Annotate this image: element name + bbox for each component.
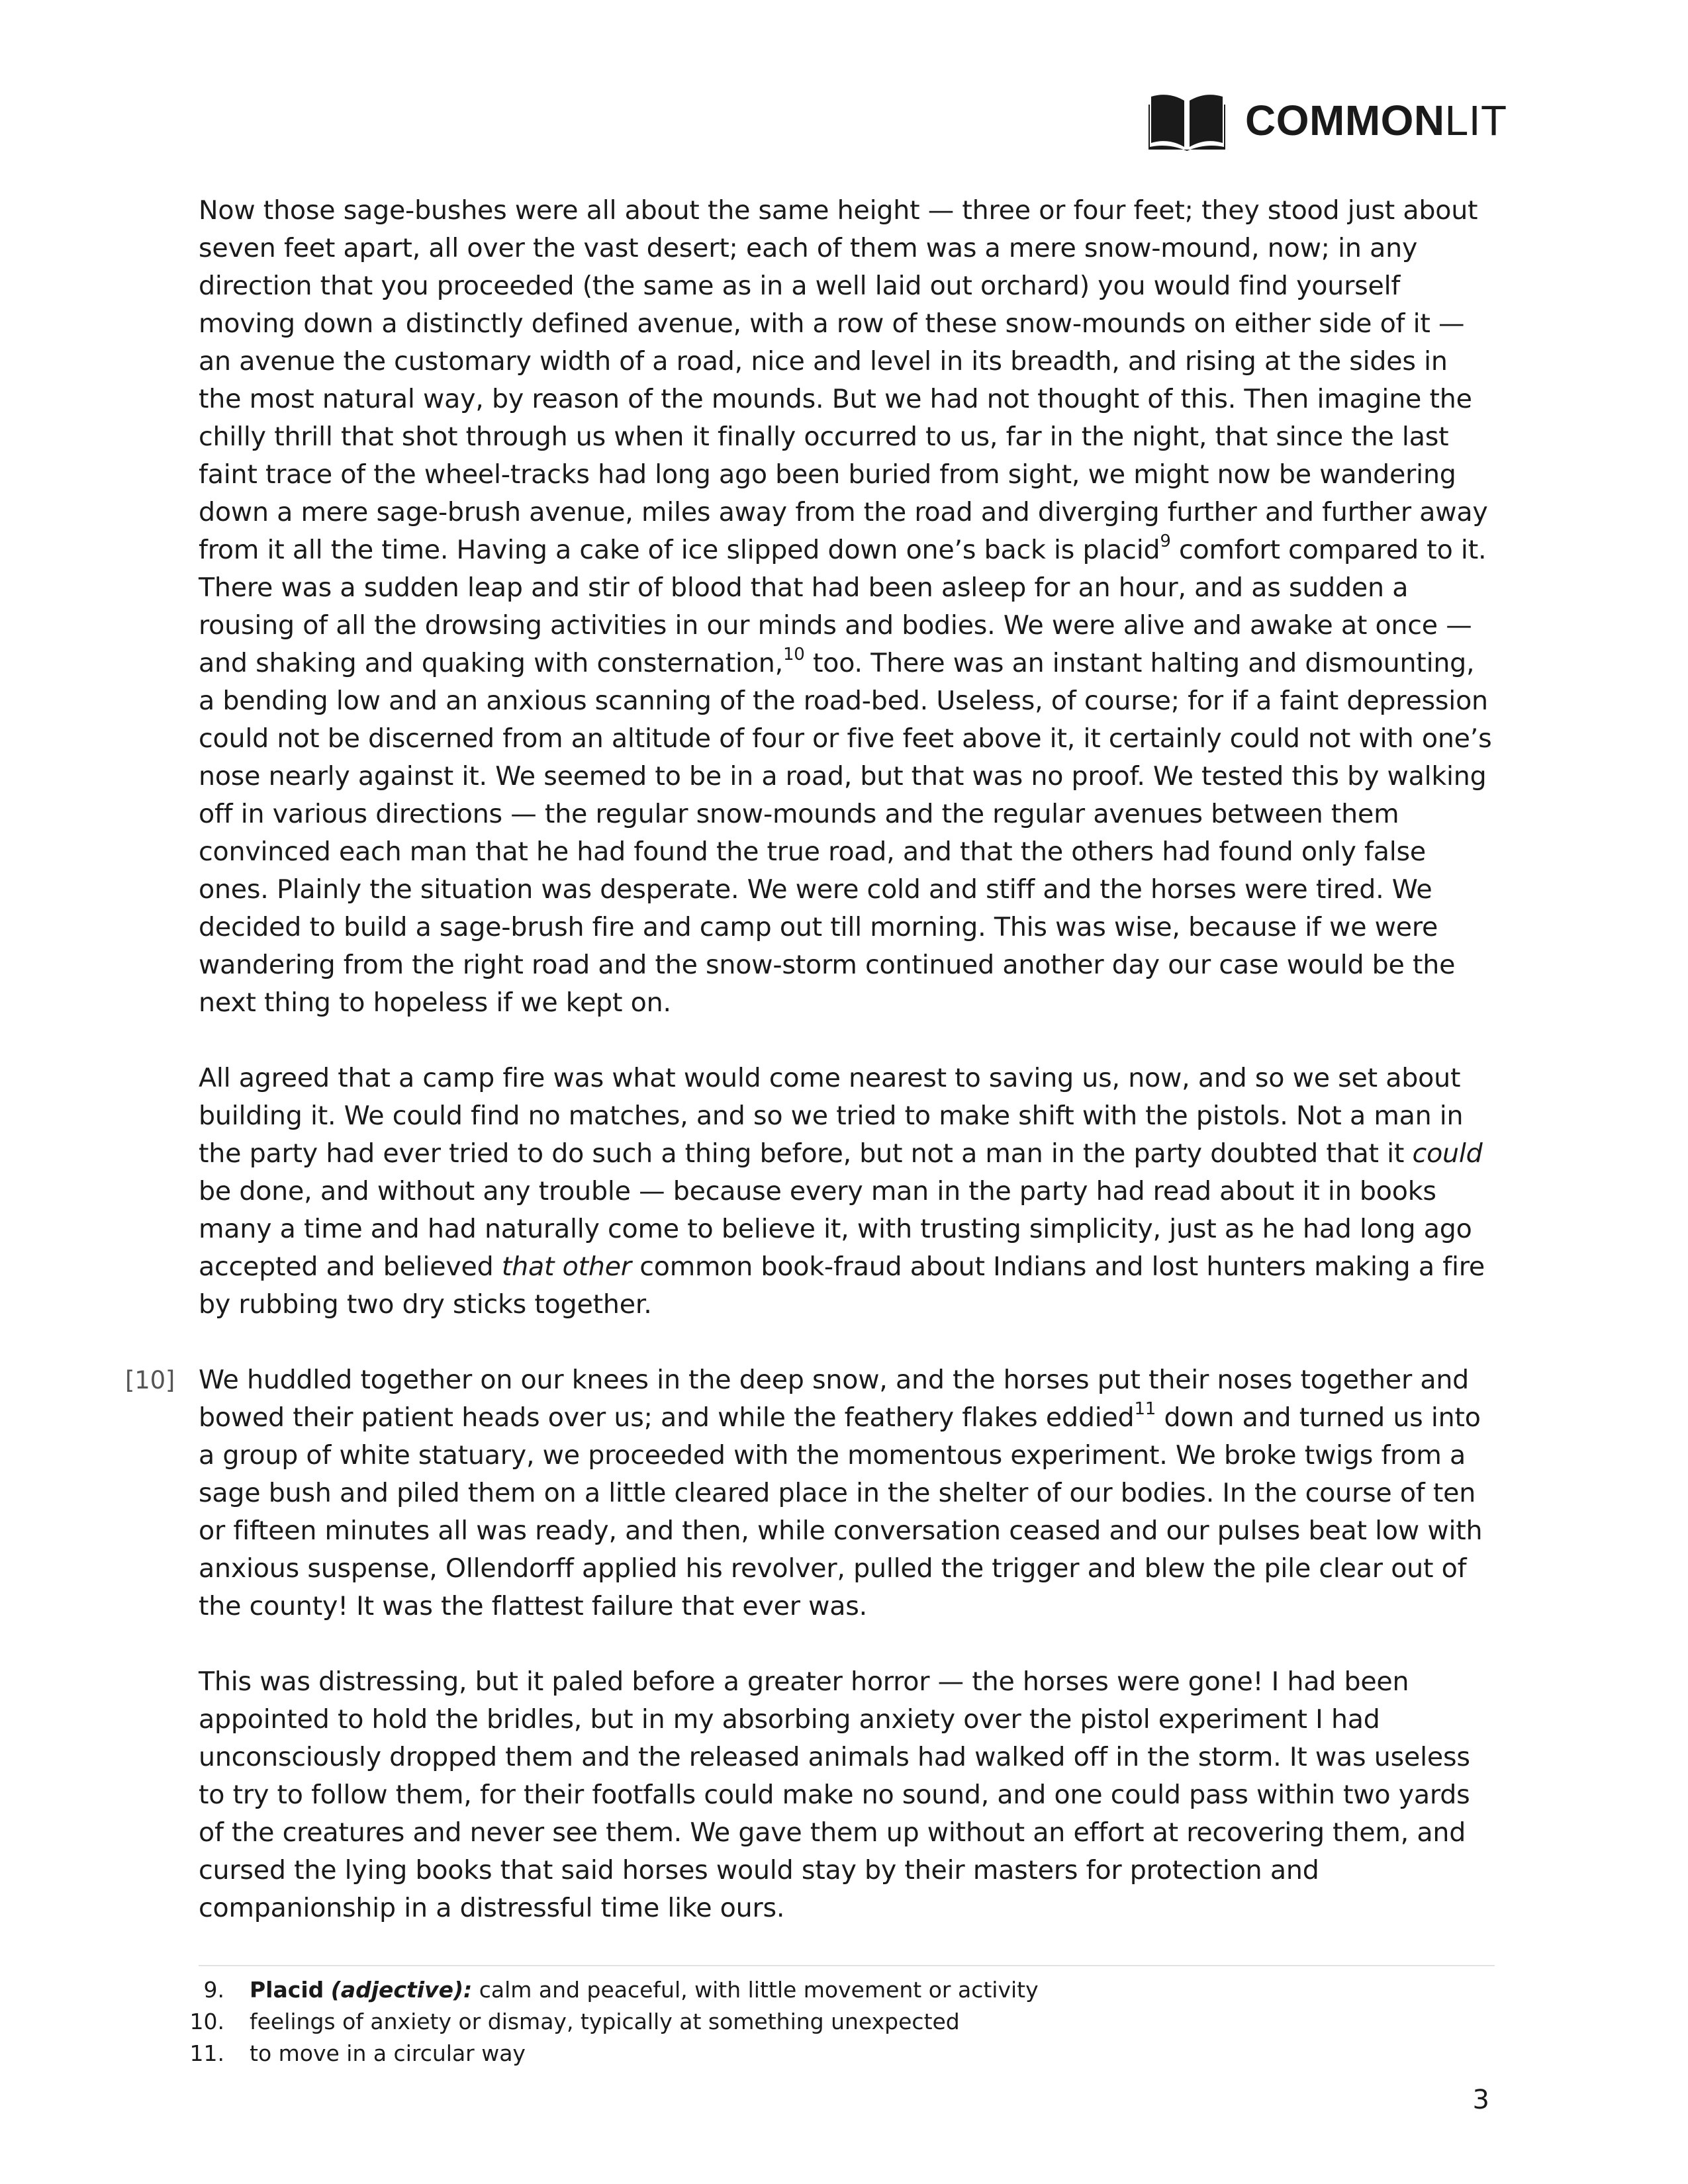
passage-paragraph — [199, 1663, 1496, 1927]
footnote-ref-9: 9 — [1160, 531, 1171, 551]
footnote-item — [179, 1974, 1496, 2006]
open-book-icon — [1149, 90, 1225, 151]
passage-paragraph — [199, 1060, 1496, 1324]
emphasis-text: that other — [501, 1251, 632, 1282]
paragraph-text: comfort compared to it. There was a sudden leap and stir of blood that had been asleep for an hour, and as sudden a rousing of all the drowsing activities in our minds and bodies. We were alive and awake at once — and shaking and quaking with consternation, — [199, 535, 1487, 678]
footnote-ref-11: 11 — [1134, 1398, 1156, 1419]
passage-body — [125, 192, 1496, 1965]
paragraph-text: This was distressing, but it paled before a greater horror — the horses were gone! I had been appointed to hold the bridles, but in my absorbing anxiety over the pistol experiment I had unconsciously dropped them and the released animals had walked off in the storm. It was useless to try to follow them, for their footfalls could make no sound, and one could pass within two yards of the creatures and never see them. We gave them up without an effort at recovering them, and cursed the lying books that said horses would stay by their masters for protection and companionship in a distressful time like ours. — [199, 1666, 1470, 1923]
footnote-definition: feelings of anxiety or dismay, typically at something unexpected — [250, 2009, 960, 2034]
logo-wordmark — [1245, 96, 1507, 145]
paragraph-text: All agreed that a camp fire was what would come nearest to saving us, now, and so we set about building it. We could find no matches, and so we tried to make shift with the pistols. Not a man in the party had ever tried to do such a thing before, but not a man in the party doubted that it — [199, 1063, 1464, 1169]
passage-paragraph — [125, 1361, 1496, 1625]
footnote-number: 9. — [203, 1977, 224, 2003]
footnote-body — [250, 1974, 1039, 2006]
paragraph-text: too. There was an instant halting and dismounting, a bending low and an anxious scanning of the road-bed. Useless, of course; for if a faint depression could not be discerned from an altitude of four or five feet above it, it certainly could not with one’s nose nearly against it. We seemed to be in a road, but that was no proof. We tested this by walking off in various directions — the regular snow-mounds and the regular avenues between them convinced each man that he had found the true road, and that the others had found only false ones. Plainly the situation was desperate. We were cold and stiff and the horses were tired. We decided to build a sage-brush fire and camp out till morning. This was wise, because if we were wandering from the right road and the snow-storm continued another day our case would be the next thing to hopeless if we kept on. — [199, 648, 1492, 1018]
emphasis-text: could — [1412, 1138, 1483, 1169]
commonlit-logo — [1149, 90, 1507, 151]
footnote-item — [179, 2006, 1496, 2038]
footnote-number: 10. — [189, 2009, 224, 2034]
footnote-definition: to move in a circular way — [250, 2040, 526, 2066]
footnote-ref-10: 10 — [782, 644, 805, 664]
logo-word-light: LIT — [1444, 97, 1507, 144]
footnote-number: 11. — [189, 2040, 224, 2066]
footnote-part-of-speech: (adjective): — [330, 1977, 473, 2003]
paragraph-number: [10] — [125, 1366, 175, 1394]
passage-paragraph — [199, 192, 1496, 1022]
page-number: 3 — [1472, 2085, 1489, 2115]
footnote-definition: calm and peaceful, with little movement or activity — [472, 1977, 1039, 2003]
paragraph-text: We huddled together on our knees in the deep snow, and the horses put their noses together and bowed their patient heads over us; and while the feathery flakes eddied — [199, 1365, 1470, 1433]
footnote-item — [179, 2038, 1496, 2070]
footnotes-list — [179, 1974, 1496, 2070]
paragraph-text: common book-fraud about Indians and lost hunters making a fire by rubbing two dry sticks together. — [199, 1251, 1485, 1320]
logo-word-bold: COMMON — [1245, 97, 1445, 144]
footnote-divider — [199, 1965, 1495, 1966]
paragraph-text: be done, and without any trouble — because every man in the party had read about it in books many a time and had naturally come to believe it, with trusting simplicity, just as he had long ago accepted and believed — [199, 1176, 1472, 1282]
footnote-term: Placid — [250, 1977, 324, 2003]
paragraph-text: Now those sage-bushes were all about the same height — three or four feet; they stood just about seven feet apart, all over the vast desert; each of them was a mere snow-mound, now; in any direction that you proceeded (the same as in a well laid out orchard) you would find yourself moving down a distinctly defined avenue, with a row of these snow-mounds on either side of it — an avenue the customary width of a road, nice and level in its breadth, and rising at the sides in the most natural way, by reason of the mounds. But we had not thought of this. Then imagine the chilly thrill that shot through us when it finally occurred to us, far in the night, that since the last faint trace of the wheel-tracks had long ago been buried from sight, we might now be wandering down a mere sage-brush avenue, miles away from the road and diverging further and further away from it all the time. Having a cake of ice slipped down one’s back is placid — [199, 195, 1488, 565]
paragraph-text: down and turned us into a group of white statuary, we proceeded with the momentous experiment. We broke twigs from a sage bush and piled them on a little cleared place in the shelter of our bodies. In the course of ten or fifteen minutes all was ready, and then, while conversation ceased and our pulses beat low with anxious suspense, Ollendorff applied his revolver, pulled the trigger and blew the pile clear out of the county! It was the flattest failure that ever was. — [199, 1402, 1483, 1621]
